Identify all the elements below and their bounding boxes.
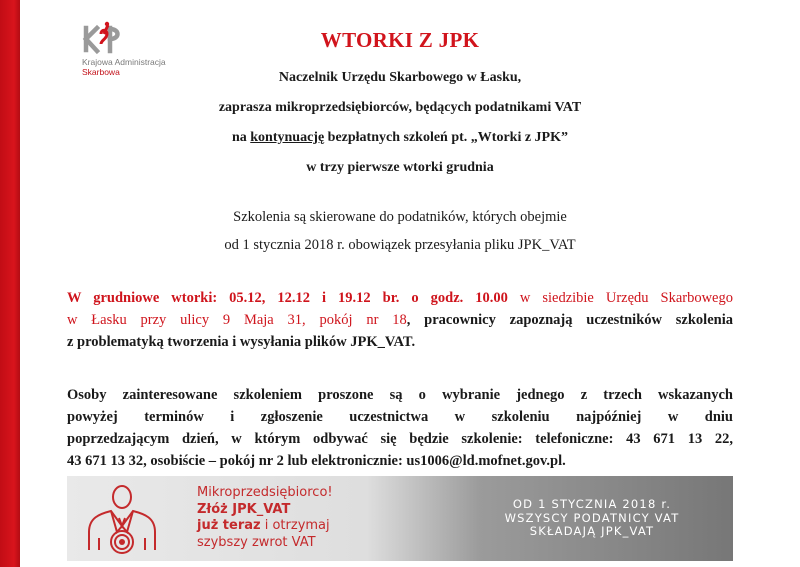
banner-right-line-3: SKŁADAJĄ JPK_VAT	[529, 524, 655, 538]
schedule-dates: W grudniowe wtorki: 05.12, 12.12 i 19.12 br. o godz. 10.00	[67, 290, 508, 306]
intro-line-3-suffix: bezpłatnych szkoleń pt. „Wtorki z JPK”	[324, 130, 569, 145]
schedule-desc-1: , pracownicy zapoznają uczestników szkolenia	[406, 312, 733, 328]
intro-line-1: Naczelnik Urzędu Skarbowego w Łasku,	[278, 70, 522, 85]
schedule-place-2: w Łasku przy ulicy 9 Maja 31, pokój nr 18	[67, 312, 407, 328]
schedule-desc-2: z problematyką tworzenia i wysyłania plików JPK_VAT.	[67, 334, 416, 350]
banner-left-line-2: Złóż JPK_VAT	[197, 501, 291, 517]
schedule-paragraph	[67, 287, 733, 353]
businessman-coin-icon	[83, 482, 161, 556]
banner-left-text	[197, 485, 333, 551]
contact-line-2: powyżej terminów i zgłoszenie uczestnictwa w szkoleniu najpóźniej w dniu	[67, 409, 733, 425]
page-title: WTORKI Z JPK	[320, 28, 480, 52]
intro-line-2: zaprasza mikroprzedsiębiorców, będących podatnikami VAT	[218, 100, 582, 115]
intro-line-3	[0, 123, 800, 153]
banner-right-line-2: WSZYSCY PODATNICY VAT	[504, 510, 680, 525]
target-block	[0, 204, 800, 259]
banner-left-line-3-bold: już teraz	[197, 518, 261, 533]
banner-left-line-4: szybszy zwrot VAT	[197, 534, 316, 550]
intro-line-3-prefix: na	[231, 130, 251, 145]
schedule-line-2	[67, 309, 733, 331]
intro-line-4: w trzy pierwsze wtorki grudnia	[306, 160, 494, 175]
banner-left-line-3	[197, 518, 333, 535]
schedule-place-1: w siedzibie Urzędu Skarbowego	[507, 290, 733, 306]
banner-right-text	[462, 498, 722, 539]
target-line-1: Szkolenia są skierowane do podatników, których obejmie	[233, 209, 567, 225]
contact-line-4: 43 671 13 32, osobiście – pokój nr 2 lub elektronicznie: us1006@ld.mofnet.gov.pl.	[67, 453, 566, 469]
schedule-line-1	[67, 287, 733, 309]
contact-line-3: poprzedzającym dzień, w którym odbywać się będzie szkolenie: telefoniczne: 43 671 13 22,	[67, 431, 733, 447]
contact-line-1: Osoby zainteresowane szkoleniem proszone są o wybranie jednego z trzech wskazanych	[67, 387, 733, 403]
banner-left-line-3-rest: i otrzymaj	[260, 518, 330, 533]
contact-paragraph	[67, 384, 733, 472]
banner-left-line-1: Mikroprzedsiębiorco!	[197, 485, 333, 500]
promo-banner	[67, 476, 733, 561]
banner-right-line-1: OD 1 STYCZNIA 2018 r.	[512, 497, 672, 511]
intro-block	[0, 63, 800, 183]
logo-line-2: Skarbowa	[82, 67, 120, 77]
intro-underlined-word: kontynuację	[250, 130, 325, 145]
logo-line-1: Krajowa Administracja	[82, 57, 166, 67]
target-line-2: od 1 stycznia 2018 r. obowiązek przesyłania pliku JPK_VAT	[224, 236, 576, 253]
